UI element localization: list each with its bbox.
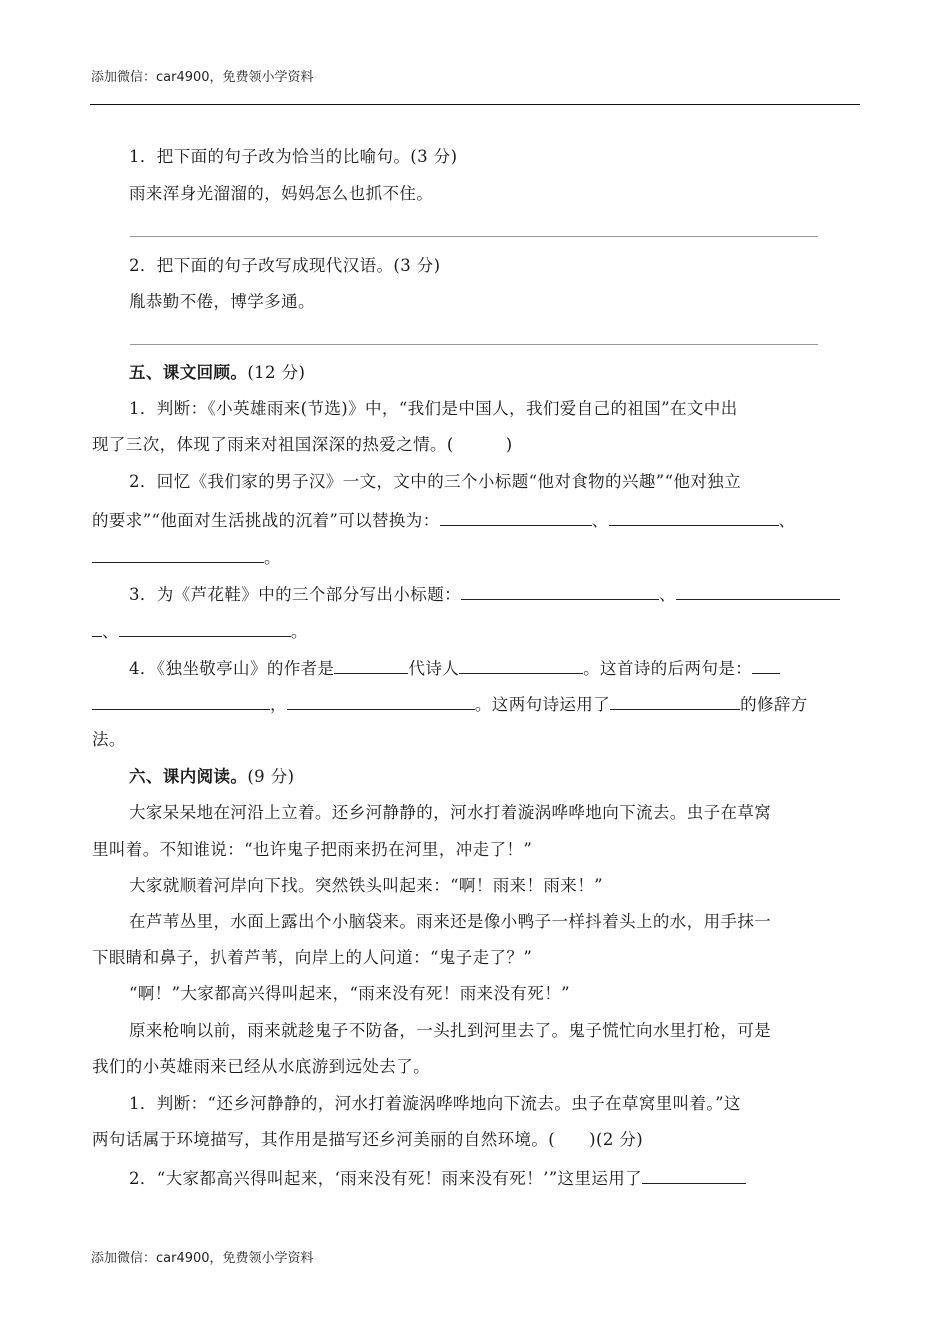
q6-2-text: 2．“大家都高兴得叫起来，‘雨来没有死！雨来没有死！’”这里运用了: [129, 1169, 643, 1188]
page-header: 添加微信：car4900，免费领小学资料: [91, 70, 314, 85]
q5-4-line2: [92, 691, 862, 717]
q5-4-text-b: 代诗人: [408, 659, 460, 678]
q5-4-text-d: 。这两句诗运用了: [474, 695, 611, 714]
q4-1-answer-line[interactable]: [130, 236, 818, 237]
passage-p4: “啊！”大家都高兴得叫起来，“雨来没有死！雨来没有死！”: [129, 984, 570, 1003]
q5-1-line1: 1．判断：《小英雄雨来(节选)》中，“我们是中国人，我们爱自己的祖国”在文中出: [129, 399, 738, 418]
q6-2-blank[interactable]: [642, 1165, 746, 1184]
q5-4-text-a: 4．《独坐敬亭山》的作者是: [129, 659, 335, 678]
passage-p5-line1: 原来枪响以前，雨来就趁鬼子不防备，一头扎到河里去了。鬼子慌忙向水里打枪，可是: [129, 1021, 772, 1040]
q5-2-blank-3[interactable]: [92, 544, 264, 563]
q6-1-line2: [92, 1128, 862, 1152]
q5-4-blank-poet[interactable]: [459, 655, 583, 674]
q5-3-blank-1[interactable]: [461, 581, 659, 600]
q5-4-line3: 法。: [92, 730, 126, 749]
end: 。: [290, 622, 308, 641]
sep: 、: [659, 585, 676, 604]
q6-2-line1: [92, 1165, 862, 1191]
q4-2-prompt: 2．把下面的句子改写成现代汉语。(3 分): [129, 256, 441, 275]
q5-2-line1: 2．回忆《我们家的男子汉》一文，文中的三个小标题“他对食物的兴趣”“他对独立: [129, 472, 742, 491]
q5-4-blank-line4[interactable]: [287, 691, 475, 710]
q5-3-blank-3[interactable]: [119, 618, 291, 637]
passage-p1-line1: 大家呆呆地在河沿上立着。还乡河静静的，河水打着漩涡哗哗地向下流去。虫子在草窝: [129, 803, 772, 822]
q5-1-close: ): [505, 435, 513, 454]
q5-4-text-c: 。这首诗的后两句是：: [583, 659, 753, 678]
section-6-heading: [92, 765, 862, 789]
section-6-score: (9 分): [247, 767, 295, 786]
q5-1-line2: [92, 433, 862, 457]
q4-1-prompt: 1．把下面的句子改为恰当的比喻句。(3 分): [129, 147, 458, 166]
q5-2-blank-2[interactable]: [609, 507, 779, 526]
q5-4-line1: [92, 655, 862, 681]
sep: 、: [591, 511, 609, 530]
sep: 、: [778, 511, 796, 530]
q5-2-blank-1[interactable]: [440, 507, 592, 526]
q5-2-line2: [92, 507, 862, 533]
section-6-title: 六、课内阅读。: [129, 767, 248, 786]
header-divider: [90, 104, 860, 105]
q6-1-line1: 1．判断：“还乡河静静的，河水打着漩涡哗哗地向下流去。虫子在草窝里叫着。”这: [129, 1094, 741, 1113]
q5-4-blank-line3b[interactable]: [92, 691, 270, 710]
q5-4-text-e: 的修辞方: [740, 695, 808, 714]
end: 。: [264, 548, 281, 567]
section-5-title: 五、课文回顾。: [129, 363, 248, 382]
q5-3-line1: [92, 581, 862, 607]
q5-3-text: 3．为《芦花鞋》中的三个部分写出小标题：: [129, 585, 461, 604]
q5-1-text: 现了三次，体现了雨来对祖国深深的热爱之情。(: [92, 435, 454, 454]
q5-3-line2: [92, 618, 862, 644]
q5-2-line3: [92, 544, 862, 570]
passage-p2: 大家就顺着河岸向下找。突然铁头叫起来：“啊！雨来！雨来！”: [129, 876, 603, 895]
q6-1-close: )(2 分): [589, 1130, 644, 1149]
q5-3-blank-2b[interactable]: [92, 618, 102, 637]
passage-p5-line2: 我们的小英雄雨来已经从水底游到远处去了。: [92, 1057, 430, 1076]
q5-4-blank-rhetoric[interactable]: [610, 691, 740, 710]
q5-2-text: 的要求”“他面对生活挑战的沉着”可以替换为：: [92, 511, 440, 530]
q5-3-blank-2a[interactable]: [676, 581, 840, 600]
sep: 、: [102, 622, 119, 641]
comma: ，: [270, 695, 287, 714]
section-5-score: (12 分): [247, 363, 306, 382]
passage-p1-line2: 里叫着。不知谁说：“也许鬼子把雨来扔在河里，冲走了！”: [92, 840, 533, 859]
q6-1-text: 两句话属于环境描写，其作用是描写还乡河美丽的自然环境。(: [92, 1130, 556, 1149]
q5-4-blank-dynasty[interactable]: [334, 655, 408, 674]
section-5-heading: [92, 361, 862, 385]
passage-p3-line2: 下眼睛和鼻子，扒着芦苇，向岸上的人问道：“鬼子走了？”: [92, 948, 533, 967]
q5-4-blank-line3a[interactable]: [752, 655, 780, 674]
passage-p3-line1: 在芦苇丛里，水面上露出个小脑袋来。雨来还是像小鸭子一样抖着头上的水，用手抹一: [129, 912, 772, 931]
page-footer: 添加微信：car4900，免费领小学资料: [91, 1251, 314, 1266]
q4-1-sentence: 雨来浑身光溜溜的，妈妈怎么也抓不住。: [129, 184, 434, 203]
q4-2-answer-line[interactable]: [130, 344, 818, 345]
q4-2-sentence: 胤恭勤不倦，博学多通。: [129, 292, 315, 311]
